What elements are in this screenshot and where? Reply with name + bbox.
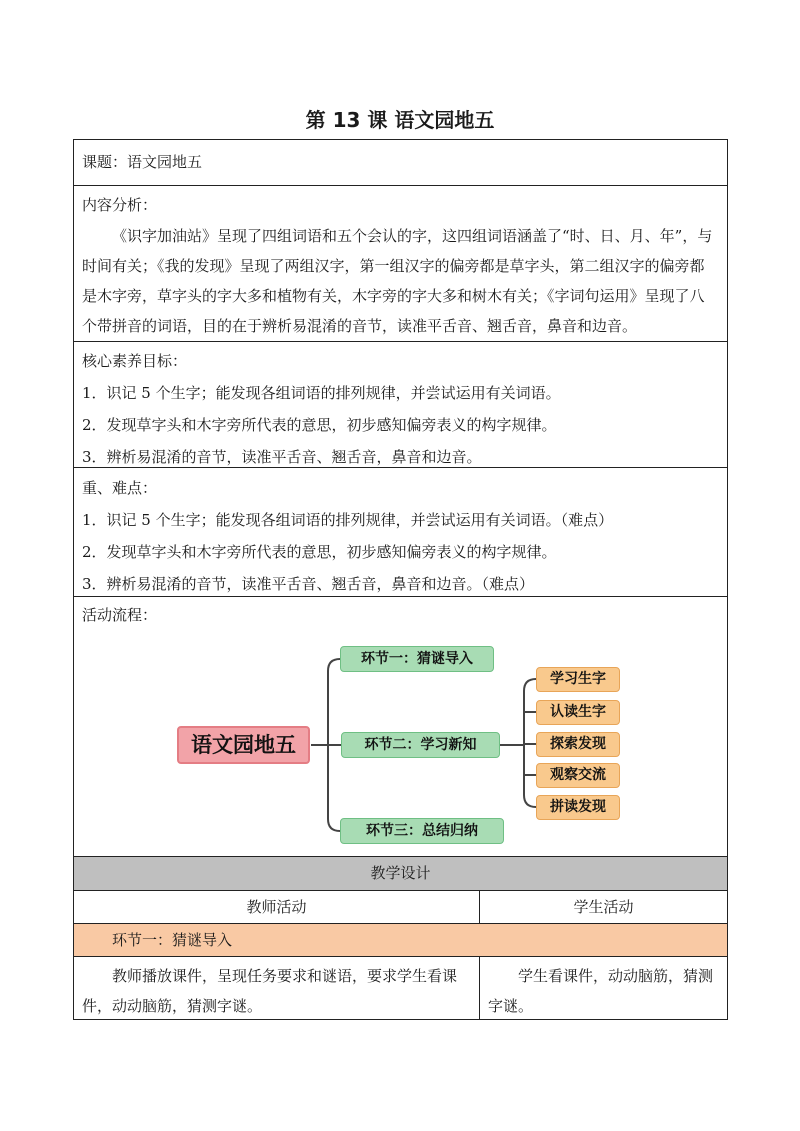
mind-map-root: 语文园地五 <box>177 726 310 764</box>
substep-node: 学习生字 <box>536 667 620 692</box>
topic-row <box>73 139 728 186</box>
stage-node-1: 环节一：猜谜导入 <box>340 646 494 672</box>
student-activity-text: 学生看课件，动动脑筋，猜测字谜。 <box>488 967 714 1015</box>
teacher-column-header: 教师活动 <box>74 891 480 923</box>
mind-map <box>74 631 727 858</box>
goals-heading: 核心素养目标： <box>82 352 188 370</box>
key-points-row <box>73 468 728 597</box>
content-analysis-text: 《识字加油站》呈现了四组词语和五个会认的字，这四组词语涵盖了“时、日、月、年”，与时间有关；《我的发现》呈现了两组汉字，第一组汉字的偏旁都是草字头，第二组汉字的偏旁都是木字旁，草字头的字大多和植物有关，木字旁的字大多和树木有关；《字词句运用》呈现了八个带拼音的词语，目的在于辨析易混淆的音节，读准平舌音、翘舌音，鼻音和边音。 <box>82 227 713 335</box>
goal-item: 2．发现草字头和木字旁所代表的意思，初步感知偏旁表义的构字规律。 <box>82 416 557 434</box>
design-columns-header <box>73 891 728 924</box>
stage-1-activities <box>73 957 728 1020</box>
stage-node-2: 环节二：学习新知 <box>341 732 500 758</box>
substep-node: 认读生字 <box>536 700 620 725</box>
goals-row <box>73 342 728 468</box>
content-analysis-heading: 内容分析： <box>82 196 158 214</box>
lesson-plan-table <box>73 139 728 1020</box>
key-point-item: 2．发现草字头和木字旁所代表的意思，初步感知偏旁表义的构字规律。 <box>82 543 557 561</box>
goal-item: 3．辨析易混淆的音节，读准平舌音、翘舌音，鼻音和边音。 <box>82 448 482 466</box>
stage-node-3: 环节三：总结归纳 <box>340 818 504 844</box>
substep-node: 拼读发现 <box>536 795 620 820</box>
key-point-item: 3．辨析易混淆的音节，读准平舌音、翘舌音，鼻音和边音。（难点） <box>82 575 535 593</box>
stage-1-label: 环节一：猜谜导入 <box>73 924 728 957</box>
topic-text: 课题：语文园地五 <box>82 153 203 171</box>
student-column-header: 学生活动 <box>573 898 634 916</box>
content-analysis-row <box>73 186 728 342</box>
key-point-item: 1．识记 5 个生字；能发现各组词语的排列规律，并尝试运用有关词语。（难点） <box>82 511 614 529</box>
activity-flow-heading: 活动流程： <box>82 606 158 624</box>
goal-item: 1．识记 5 个生字；能发现各组词语的排列规律，并尝试运用有关词语。 <box>82 384 561 402</box>
activity-flow-row <box>73 597 728 857</box>
teacher-activity-text: 教师播放课件，呈现任务要求和谜语，要求学生看课件，动动脑筋，猜测字谜。 <box>74 957 480 1019</box>
substep-node: 观察交流 <box>536 763 620 788</box>
page-title: 第 13 课 语文园地五 <box>305 108 495 132</box>
design-heading: 教学设计 <box>73 857 728 891</box>
substep-node: 探索发现 <box>536 732 620 757</box>
key-points-heading: 重、难点： <box>82 479 158 497</box>
